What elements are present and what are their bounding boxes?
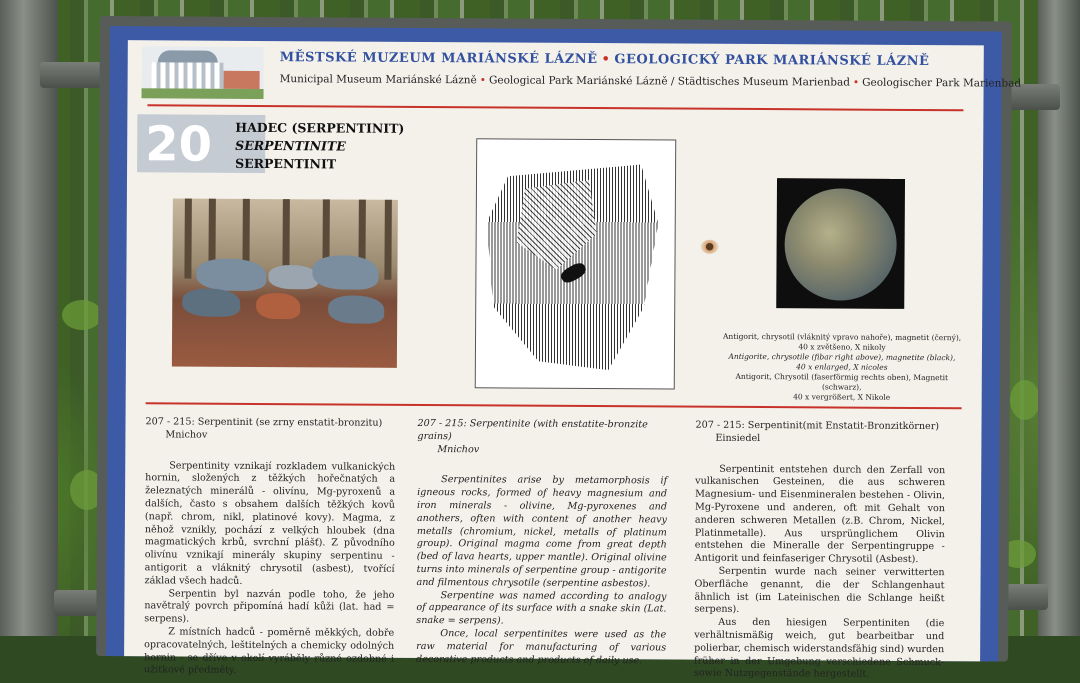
paragraph: Serpentin byl nazván podle toho, že jeho navětralý povrch připomíná hadí kůži (lat. had = serpens).	[144, 587, 395, 625]
text-column-en	[416, 418, 668, 668]
text-column-cz	[144, 416, 396, 679]
column-title-cz: 207 - 215: Serpentinit (se zrny enstatit-bronzitu) Mnichov	[145, 416, 383, 441]
thin-section-micrograph	[776, 178, 905, 309]
sign-frame	[96, 16, 1022, 681]
text-column-de	[694, 420, 946, 683]
geological-map	[475, 138, 677, 389]
foliage	[1010, 380, 1040, 420]
paragraph: Serpentine was named according to analogy of appearance of its surface with a snake skin (Lat. snake = serpens).	[416, 589, 667, 627]
paragraph: Z místních hadců - poměrně měkkých, dobře opracovatelných, leštitelných a chemicky odolných hornin - se dříve v okolí vyráběly různé ozdobné i užitkové předměty.	[143, 626, 395, 677]
left-post	[0, 0, 58, 636]
mounting-bolt	[701, 240, 719, 254]
column-title-de: 207 - 215: Serpentinit(mit Enstatit-Bronzitkörner) Einsiedel	[695, 419, 940, 444]
rocks-photo	[172, 198, 398, 367]
paragraph: Serpentin wurde nach seiner verwitterten Oberfläche genannt, die der Schlangenhaut ähnlich ist (im Lateinischen die Schlange heißt serpens).	[694, 565, 945, 616]
paragraph: Aus den hiesigen Serpentiniten (die verhältnismäßig weich, gut bearbeitbar und polierbar, chemisch widerstandsfähig sind) wurden früher in der Umgebung verschiedene Schmuck- sowie Nutzgegenstände hergestellt.	[693, 616, 945, 681]
foliage	[62, 300, 102, 330]
exhibit-number: 20	[145, 116, 213, 173]
exhibit-names	[235, 119, 404, 174]
paragraph: Serpentinites arise by metamorphosis if igneous rocks, formed of heavy magnesium and iron minerals - olivine, Mg-pyroxenes and anothers, often with content of another heavy metalls (chromium, nickel, metalls of platinum group). Original magma come from great depth (bed of lava hearts, upper mantle). Original olivine turns into minerals of serpentine group - antigorite and filmentous chrysotile (serpentine asbestos).	[416, 474, 668, 590]
paragraph: Serpentinity vznikají rozkladem vulkanických hornin, složených z těžkých hořečnatých a železnatých minerálů - olivínu, Mg-pyroxenů a dalších, často s obsahem dalších těžkých kovů (např. chrom, nikl, platinové kovy). Magma, z něhož vznikly, pochází z velkých hloubek (dna magmatických krbů, svrchní plášť). Z původního olivínu vznikají minerály skupiny serpentinu - antigorit a vláknitý chrysotil (asbest), tvořící základ všech hadců.	[144, 460, 396, 587]
paragraph: Serpentinit entstehen durch den Zerfall von vulkanischen Gesteinen, die aus schweren Magnesium- und Eisenmineralen bestehen - Olivin, Mg-Pyroxene und anderen, oft mit Gehalt von anderen schweren Metallen (z.B. Chrom, Nickel, Platinmetalle). Aus ursprünglichem Olivin entstehen die Mineralle der Serpentingruppe - Antigorit und feinfaseriger Chrysotil (Asbest).	[694, 463, 946, 566]
header-subtitle: Municipal Museum Mariánské Lázně • Geological Park Mariánské Lázně / Städtisches Museum Marienbad • Geologischer Park Marienbad	[279, 73, 1022, 90]
exhibit-name-cz: HADEC (SERPENTINIT)	[235, 119, 405, 136]
exhibit-name-en: SERPENTINITE	[235, 137, 346, 154]
paragraph: Once, local serpentinites were used as the raw material for manufacturing of various decorative products and products of daily use.	[416, 628, 667, 666]
column-title-en: 207 - 215: Serpentinite (with enstatite-bronzite grains) Mnichov	[417, 417, 648, 455]
sign-border	[106, 26, 1022, 681]
sign-board	[124, 40, 1022, 681]
header-title: MĚSTSKÉ MUZEUM MARIÁNSKÉ LÁZNĚ • GEOLOGICKÝ PARK MARIÁNSKÉ LÁZNĚ	[279, 50, 930, 70]
museum-building-image	[141, 46, 263, 99]
exhibit-name-de: SERPENTINIT	[235, 155, 337, 172]
section-rule	[146, 402, 962, 409]
micrograph-caption: Antigorit, chrysotil (vláknitý vpravo nahoře), magnetit (černý), 40 x zvětšeno, X nikoly Antigorite, chrysotile (fibar right above), magnetite (black), 40 x enlarged, X nicoles Antigorit, Chrysotil (faserförmig rechts oben), Magnetit (schwarz), 40 x vergrößert, X Nikole	[722, 331, 962, 402]
